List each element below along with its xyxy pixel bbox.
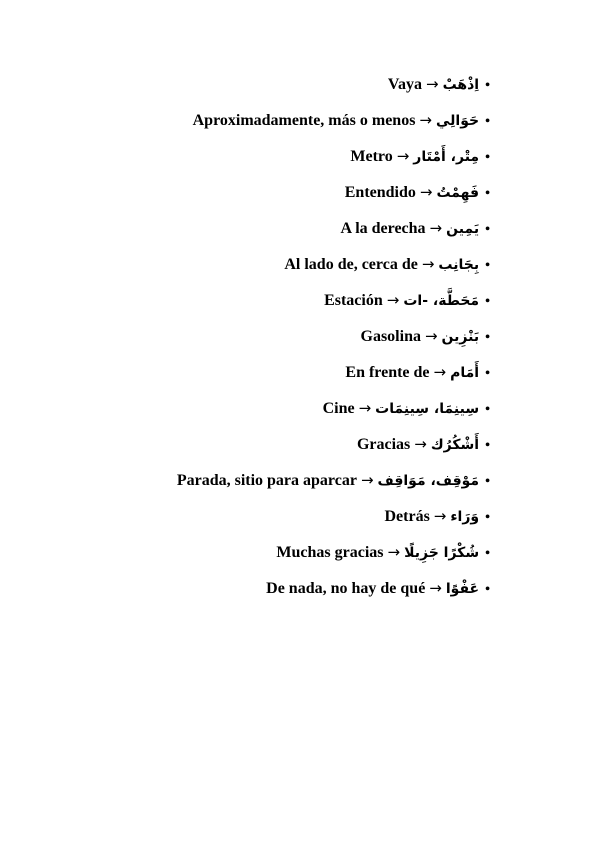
spanish-translation: Metro [350,148,393,165]
arrow-icon: → [426,75,439,93]
arabic-term: مِتْر، أَمْتَار [413,149,480,165]
bullet-icon: • [485,186,490,201]
vocab-item-gracias [30,432,490,468]
arrow-icon: → [360,471,374,489]
bullet-icon: • [485,222,490,237]
spanish-translation: Gasolina [360,328,421,345]
spanish-translation: De nada, no hay de qué [266,580,426,597]
arrow-icon: → [424,327,438,345]
vocab-item-entendido [30,180,490,216]
bullet-icon: • [485,294,490,309]
vocab-item-metro [30,144,490,180]
vocab-item-parada [30,468,490,504]
arabic-term: يَمِين [446,221,480,237]
vocabulary-list [30,72,490,612]
vocab-item-al-lado-de [30,252,490,288]
arrow-icon: → [429,219,443,237]
vocab-item-estacion [30,288,490,324]
spanish-translation: Estación [324,292,383,309]
vocab-item-detras [30,504,490,540]
spanish-translation: Muchas gracias [276,544,384,561]
arrow-icon: → [433,507,447,525]
arabic-term: شُكْرًا جَزِيلًا [404,545,480,561]
arrow-icon: → [358,399,372,417]
bullet-icon: • [485,438,490,453]
arabic-term: فَهِمْتُ [436,185,480,201]
spanish-translation: Aproximadamente, más o menos [192,112,416,129]
vocab-item-en-frente-de [30,360,490,396]
vocab-item-cine [30,396,490,432]
arrow-icon: → [386,291,400,309]
vocab-item-aproximadamente [30,108,490,144]
arabic-term: بِجَانِب [438,257,480,273]
bullet-icon: • [485,150,490,165]
bullet-icon: • [485,510,490,525]
bullet-icon: • [485,582,490,597]
vocab-item-de-nada [30,576,490,612]
arabic-term: مَحَطَّة، -ات [403,293,480,309]
spanish-translation: Gracias [356,436,411,453]
spanish-translation: Entendido [344,184,416,201]
bullet-icon: • [485,402,490,417]
spanish-translation: A la derecha [340,220,426,237]
arabic-term: اِذْهَبْ [442,77,480,93]
arabic-term: عَفْوًا [445,581,480,597]
spanish-translation: Detrás [384,508,430,525]
arabic-term: حَوَالِي [436,113,480,129]
arabic-term: أَمَام [450,365,480,381]
bullet-icon: • [485,114,490,129]
bullet-icon: • [485,258,490,273]
arrow-icon: → [419,183,433,201]
bullet-icon: • [485,78,490,93]
arabic-term: وَرَاء [450,509,480,525]
arabic-term: مَوْقِف، مَوَاقِف [377,473,480,489]
arabic-term: أَشْكُرُك [430,437,480,453]
vocab-item-gasolina [30,324,490,360]
bullet-icon: • [485,330,490,345]
spanish-translation: Vaya [387,76,422,93]
bullet-icon: • [485,474,490,489]
arrow-icon: → [433,363,447,381]
arrow-icon: → [396,147,410,165]
vocab-item-vaya [30,72,490,108]
vocab-item-muchas-gracias [30,540,490,576]
arabic-term: سِينِمَا، سِينِمَات [375,401,480,417]
arrow-icon: → [429,579,442,597]
vocab-item-a-la-derecha [30,216,490,252]
spanish-translation: Parada, sitio para aparcar [176,472,357,489]
arrow-icon: → [414,435,427,453]
arabic-term: بَنْزِين [441,329,480,345]
bullet-icon: • [485,546,490,561]
spanish-translation: En frente de [345,364,430,381]
arrow-icon: → [419,111,432,129]
spanish-translation: Al lado de, cerca de [284,256,418,273]
arrow-icon: → [387,543,401,561]
bullet-icon: • [485,366,490,381]
spanish-translation: Cine [322,400,355,417]
arrow-icon: → [421,255,435,273]
